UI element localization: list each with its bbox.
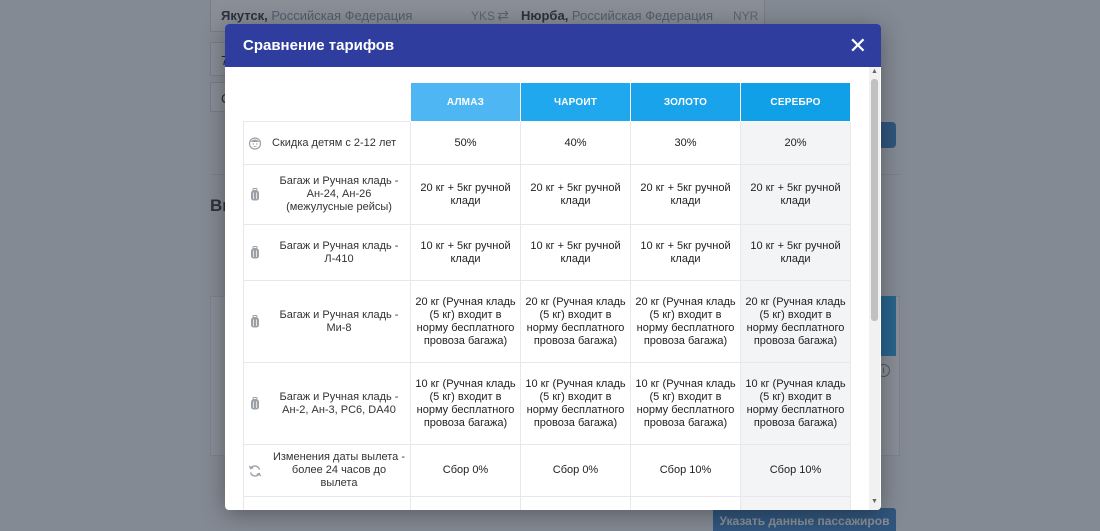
table-row [244, 122, 851, 165]
scroll-down-icon[interactable]: ▼ [871, 498, 878, 505]
tariff-comparison-modal [225, 24, 881, 510]
table-cell: Сбор 10% [741, 445, 851, 497]
table-corner [244, 83, 411, 122]
table-cell: 20 кг + 5кг ручной клади [411, 165, 521, 225]
table-cell: 50% [411, 122, 521, 165]
table-row [244, 225, 851, 281]
row-label: Багаж и Ручная кладь - Ан-24, Ан-26 (межулусные рейсы) [279, 175, 399, 213]
close-icon[interactable]: ✕ [848, 32, 867, 58]
table-cell: 20 кг (Ручная кладь (5 кг) входит в норму бесплатного провоза багажа) [411, 281, 521, 363]
column-header-charoit: ЧАРОИТ [521, 83, 631, 122]
table-cell: 20 кг + 5кг ручной клади [631, 165, 741, 225]
table-cell: 20% [741, 122, 851, 165]
suitcase-icon [248, 246, 262, 260]
row-label: Скидка детям с 2-12 лет [272, 136, 397, 149]
table-cell: 20 кг (Ручная кладь (5 кг) входит в норму бесплатного провоза багажа) [631, 281, 741, 363]
table-cell: 10 кг + 5кг ручной клади [521, 225, 631, 281]
table-cell: 10 кг (Ручная кладь (5 кг) входит в норму бесплатного провоза багажа) [521, 363, 631, 445]
table-cell: 20 кг + 5кг ручной клади [521, 165, 631, 225]
table-cell: Сбор 0% [411, 445, 521, 497]
modal-body[interactable] [225, 67, 881, 510]
column-header-serebro: СЕРЕБРО [741, 83, 851, 122]
column-header-almaz: АЛМАЗ [411, 83, 521, 122]
row-label: Багаж и Ручная кладь - Ан-2, Ан-3, PC6, DA40 [279, 390, 399, 416]
refresh-icon [248, 464, 262, 478]
table-cell: 10 кг + 5кг ручной клади [631, 225, 741, 281]
row-label: Багаж и Ручная кладь - Л-410 [279, 239, 399, 265]
row-label: Багаж и Ручная кладь - Ми-8 [279, 308, 399, 334]
table-row [244, 497, 851, 511]
modal-title: Сравнение тарифов [243, 37, 395, 54]
suitcase-icon [248, 188, 262, 202]
table-cell: 10 кг + 5кг ручной клади [411, 225, 521, 281]
column-header-zoloto: ЗОЛОТО [631, 83, 741, 122]
scroll-up-icon[interactable]: ▲ [871, 68, 878, 75]
table-cell: 20 кг (Ручная кладь (5 кг) входит в норму бесплатного провоза багажа) [741, 281, 851, 363]
table-cell: 30% [631, 122, 741, 165]
child-face-icon [248, 136, 262, 150]
table-cell: 20 кг (Ручная кладь (5 кг) входит в норму бесплатного провоза багажа) [521, 281, 631, 363]
table-cell: 10 кг (Ручная кладь (5 кг) входит в норму бесплатного провоза багажа) [741, 363, 851, 445]
table-row [244, 165, 851, 225]
table-row [244, 363, 851, 445]
scroll-thumb[interactable] [871, 79, 878, 321]
table-cell: 10 кг (Ручная кладь (5 кг) входит в норму бесплатного провоза багажа) [411, 363, 521, 445]
table-row [244, 445, 851, 497]
modal-header [225, 24, 881, 67]
table-row [244, 281, 851, 363]
tariff-table [243, 82, 851, 510]
table-cell: 10 кг (Ручная кладь (5 кг) входит в норму бесплатного провоза багажа) [631, 363, 741, 445]
table-cell: 40% [521, 122, 631, 165]
table-cell: Сбор 0% [521, 445, 631, 497]
modal-scrollbar[interactable] [869, 67, 880, 510]
table-cell: 10 кг + 5кг ручной клади [741, 225, 851, 281]
table-cell: 20 кг + 5кг ручной клади [741, 165, 851, 225]
suitcase-icon [248, 397, 262, 411]
table-cell: Сбор 10% [631, 445, 741, 497]
suitcase-icon [248, 315, 262, 329]
row-label: Изменения даты вылета - более 24 часов до вылета [272, 451, 406, 489]
